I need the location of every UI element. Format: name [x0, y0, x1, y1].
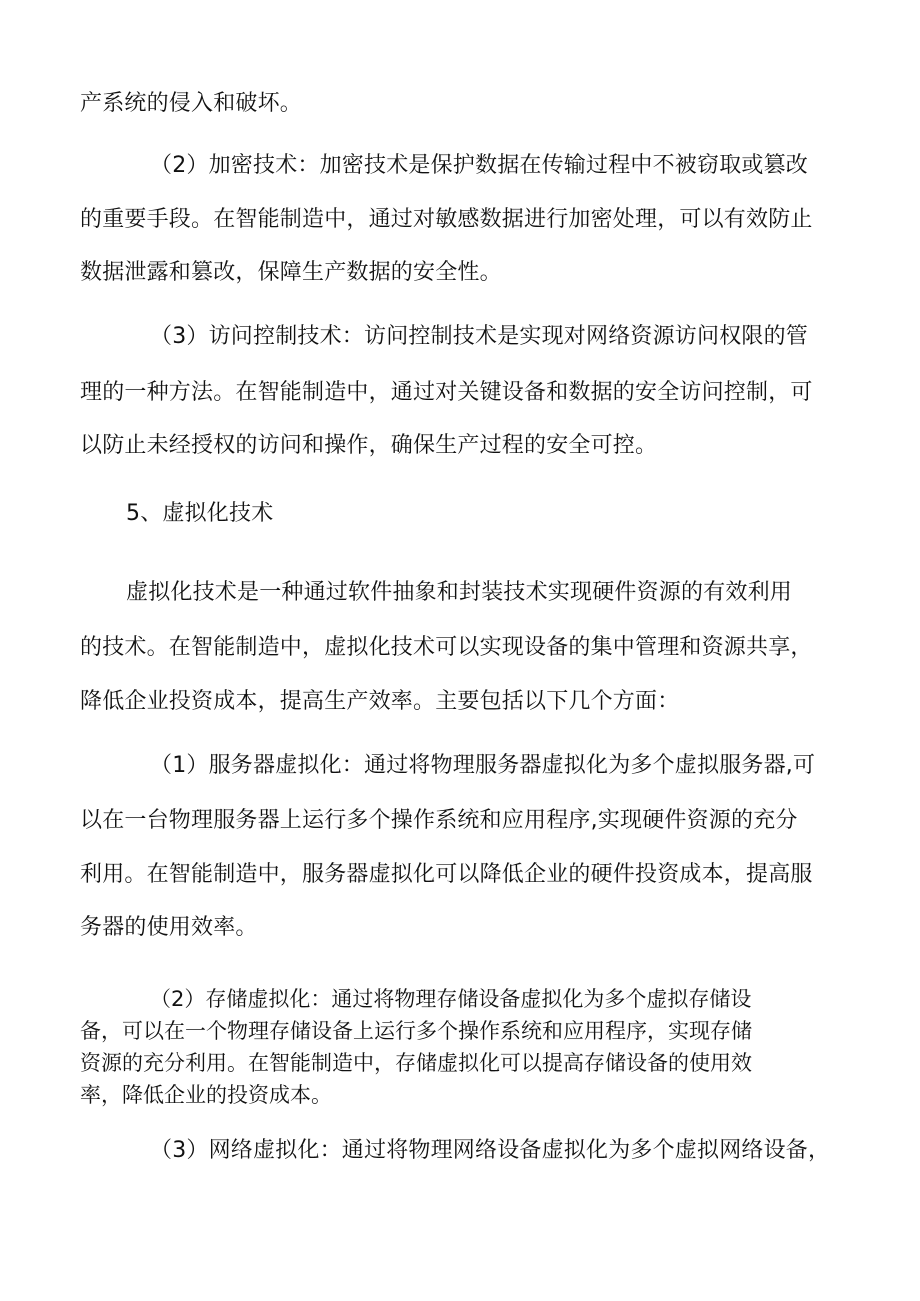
storage-virtualization-line: （2）存储虚拟化：通过将物理存储设备虚拟化为多个虚拟存储设	[150, 987, 752, 1011]
encryption-paragraph-line: 数据泄露和篡改，保障生产数据的安全性。	[80, 260, 502, 285]
access-control-paragraph-line: 以防止未经授权的访问和操作，确保生产过程的安全可控。	[80, 433, 658, 458]
storage-virtualization-line: 备，可以在一个物理存储设备上运行多个操作系统和应用程序，实现存储	[80, 1019, 752, 1043]
server-virtualization-line: 利用。在智能制造中，服务器虚拟化可以降低企业的硬件投资成本，提高服	[80, 862, 813, 887]
section-heading: 5、虚拟化技术	[126, 501, 274, 526]
virtualization-intro-line: 虚拟化技术是一种通过软件抽象和封装技术实现硬件资源的有效利用	[126, 580, 793, 605]
paragraph-continuation-line: 产系统的侵入和破坏。	[80, 91, 303, 116]
storage-virtualization-line: 率，降低企业的投资成本。	[80, 1083, 332, 1107]
access-control-paragraph-line: 理的一种方法。在智能制造中，通过对关键设备和数据的安全访问控制，可	[80, 380, 813, 405]
network-virtualization-line: （3）网络虚拟化：通过将物理网络设备虚拟化为多个虚拟网络设备，	[150, 1138, 831, 1163]
encryption-paragraph-line: 的重要手段。在智能制造中，通过对敏感数据进行加密处理，可以有效防止	[80, 207, 813, 232]
virtualization-intro-line: 的技术。在智能制造中，虚拟化技术可以实现设备的集中管理和资源共享，	[80, 635, 813, 660]
storage-virtualization-line: 资源的充分利用。在智能制造中，存储虚拟化可以提高存储设备的使用效	[80, 1051, 752, 1075]
encryption-paragraph-line: （2）加密技术：加密技术是保护数据在传输过程中不被窃取或篡改	[150, 153, 808, 178]
server-virtualization-line: 以在一台物理服务器上运行多个操作系统和应用程序,实现硬件资源的充分	[80, 808, 798, 833]
access-control-paragraph-line: （3）访问控制技术：访问控制技术是实现对网络资源访问权限的管	[150, 324, 808, 349]
server-virtualization-line: （1）服务器虚拟化：通过将物理服务器虚拟化为多个虚拟服务器,可	[150, 753, 816, 778]
server-virtualization-line: 务器的使用效率。	[80, 915, 258, 940]
virtualization-intro-line: 降低企业投资成本，提高生产效率。主要包括以下几个方面：	[80, 689, 680, 714]
